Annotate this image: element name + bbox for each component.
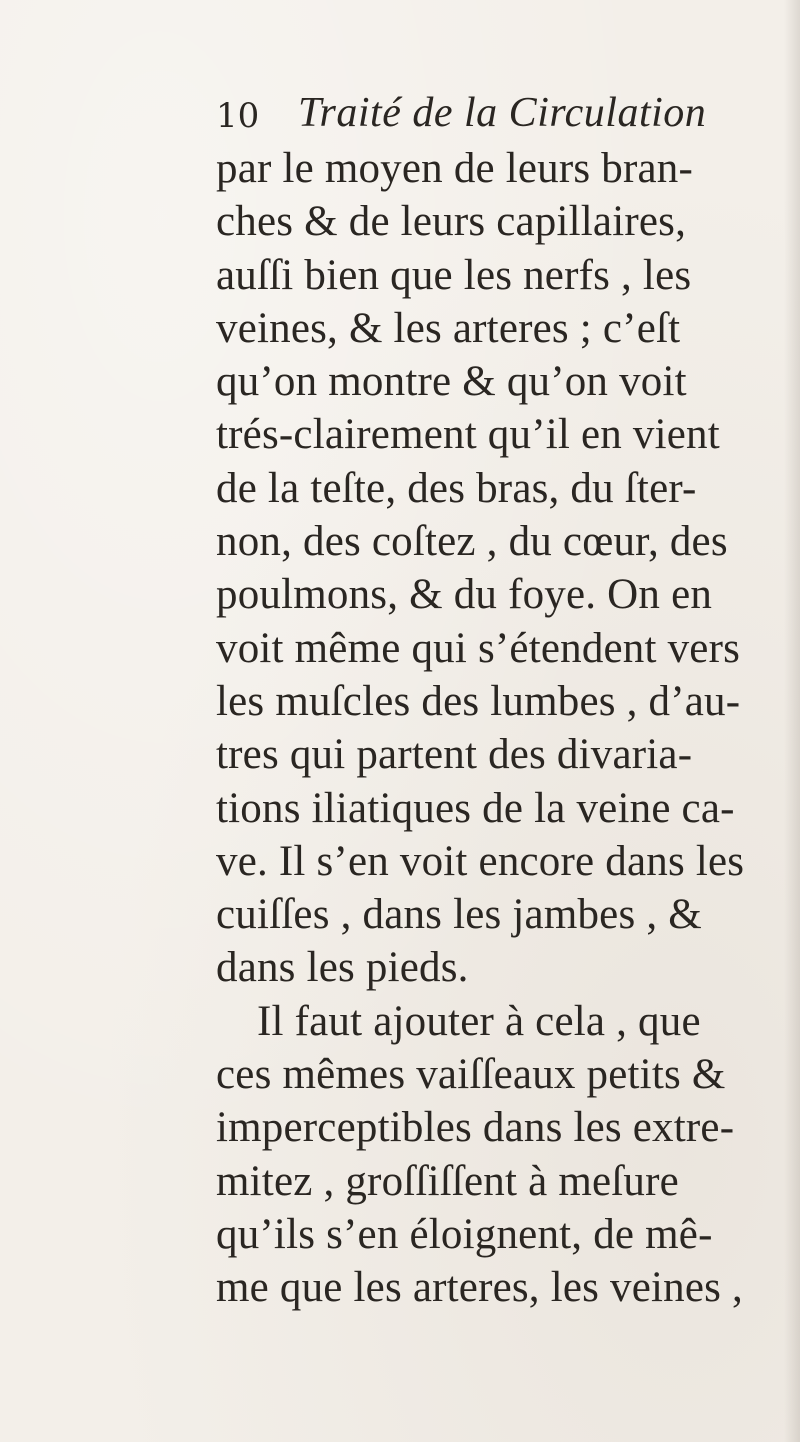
text-line: ches & de leurs capillaires, (216, 198, 687, 246)
running-head (216, 88, 736, 138)
text-line: veines, & les arteres ; c’eſt (216, 304, 681, 352)
running-title: Traité de la Circulation (298, 90, 707, 136)
body-text (216, 142, 776, 1315)
page-edge-shadow (784, 0, 800, 1442)
text-line: mitez , groſſiſſent à meſure (216, 1157, 679, 1205)
page-number: 10 (216, 96, 260, 136)
text-line: ces mêmes vaiſſeaux petits & (216, 1051, 726, 1099)
text-line: poulmons, & du foye. On en (216, 571, 713, 619)
text-line: les muſcles des lumbes , d’au- (216, 677, 741, 725)
text-line: qu’ils s’en éloignent, de mê- (216, 1210, 713, 1258)
text-line: imperceptibles dans les extre- (216, 1104, 735, 1152)
text-line: tions iliatiques de la veine ca- (216, 784, 735, 832)
text-line: cuiſſes , dans les jambes , & (216, 891, 702, 939)
text-line: me que les arteres, les veines , (216, 1264, 743, 1312)
paragraph-start-line: Il faut ajouter à cela , que (257, 997, 701, 1045)
text-line: ve. Il s’en voit encore dans les (216, 837, 745, 885)
text-line: par le moyen de leurs bran- (216, 145, 694, 192)
text-line: non, des coſtez , du cœur, des (216, 518, 728, 566)
text-line: auſſi bien que les nerfs , les (216, 251, 692, 299)
text-line: qu’on montre & qu’on voit (216, 358, 687, 406)
text-line: de la teſte, des bras, du ſter- (216, 464, 697, 512)
text-line: trés-clairement qu’il en vient (216, 411, 720, 459)
text-line: dans les pieds. (216, 944, 469, 992)
text-line: voit même qui s’étendent vers (216, 624, 741, 672)
text-line: tres qui partent des divaria- (216, 731, 693, 779)
